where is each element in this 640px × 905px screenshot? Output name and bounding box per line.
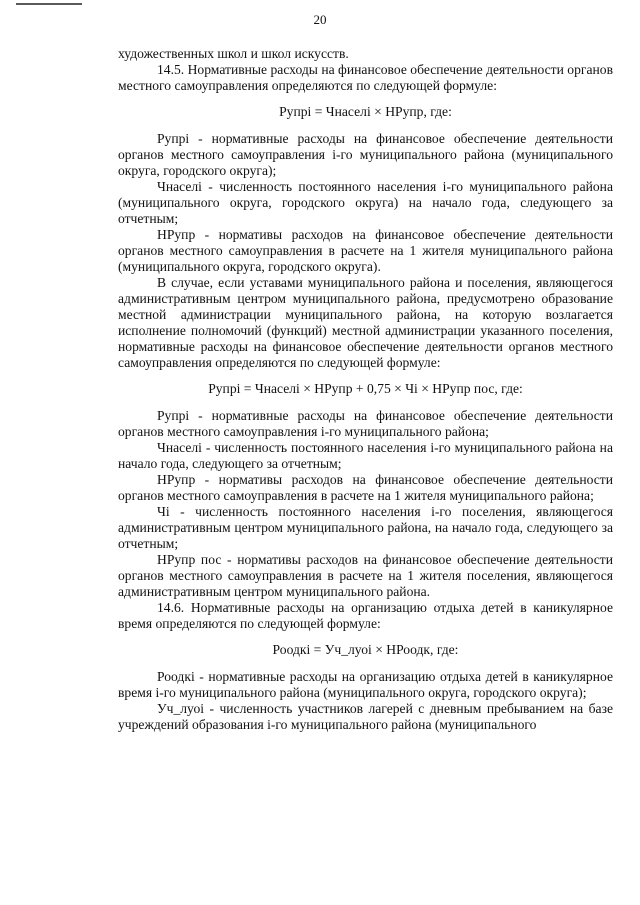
body-paragraph: Уч_луоі - численность участников лагерей с дневным пребыванием на базе учреждений образования і-го муниципального района (муниципального	[118, 701, 613, 732]
body-paragraph: 14.5. Нормативные расходы на финансовое обеспечение деятельности органов местного самоуправления определяются по следующей формуле:	[118, 62, 613, 93]
body-paragraph: художественных школ и школ искусств.	[118, 46, 349, 61]
body-paragraph: В случае, если уставами муниципального района и поселения, являющегося административным центром муниципального района, предусмотрено образование местной администрации муниципального района, на которую возлагается исполнение полномочий (функций) местной администрации указанного поселения, нормативные расходы на финансовое обеспечение деятельности органов местного самоуправления определяются по следующей формуле:	[118, 275, 613, 370]
page-number: 20	[313, 12, 327, 27]
body-paragraph: НРупр пос - нормативы расходов на финансовое обеспечение деятельности органов местного самоуправления в расчете на 1 жителя поселения, являющегося административным центром муниципального района.	[118, 552, 613, 599]
body-paragraph: Роодкі - нормативные расходы на организацию отдыха детей в каникулярное время і-го муниципального района (муниципального округа, городского округа);	[118, 669, 613, 700]
document-body	[118, 46, 613, 733]
formula-line: Рупрі = Чнаселі × НРупр + 0,75 × Чі × НРупр пос, где:	[208, 381, 523, 396]
body-paragraph: Рупрі - нормативные расходы на финансовое обеспечение деятельности органов местного самоуправления і-го муниципального района (муниципального округа, городского округа);	[118, 131, 613, 178]
body-paragraph: Чнаселі - численность постоянного населения і-го муниципального района на начало года, следующего за отчетным;	[118, 440, 613, 471]
formula-line: Роодкі = Уч_луоі × НРоодк, где:	[272, 642, 459, 657]
body-paragraph: НРупр - нормативы расходов на финансовое обеспечение деятельности органов местного самоуправления в расчете на 1 жителя муниципального района;	[118, 472, 613, 503]
body-paragraph: Чі - численность постоянного населения і-го поселения, являющегося административным центром муниципального района, на начало года, следующего за отчетным;	[118, 504, 613, 551]
body-paragraph: 14.6. Нормативные расходы на организацию отдыха детей в каникулярное время определяются по следующей формуле:	[118, 600, 613, 631]
body-paragraph: Рупрі - нормативные расходы на финансовое обеспечение деятельности органов местного самоуправления і-го муниципального района;	[118, 408, 613, 439]
formula-line: Рупрі = Чнаселі × НРупр, где:	[279, 104, 452, 119]
scan-edge-mark	[16, 3, 82, 5]
body-paragraph: НРупр - нормативы расходов на финансовое обеспечение деятельности органов местного самоуправления в расчете на 1 жителя муниципального района (муниципального округа, городского округа).	[118, 227, 613, 274]
body-paragraph: Чнаселі - численность постоянного населения і-го муниципального района (муниципального округа, городского округа) на начало года, следующего за отчетным;	[118, 179, 613, 226]
